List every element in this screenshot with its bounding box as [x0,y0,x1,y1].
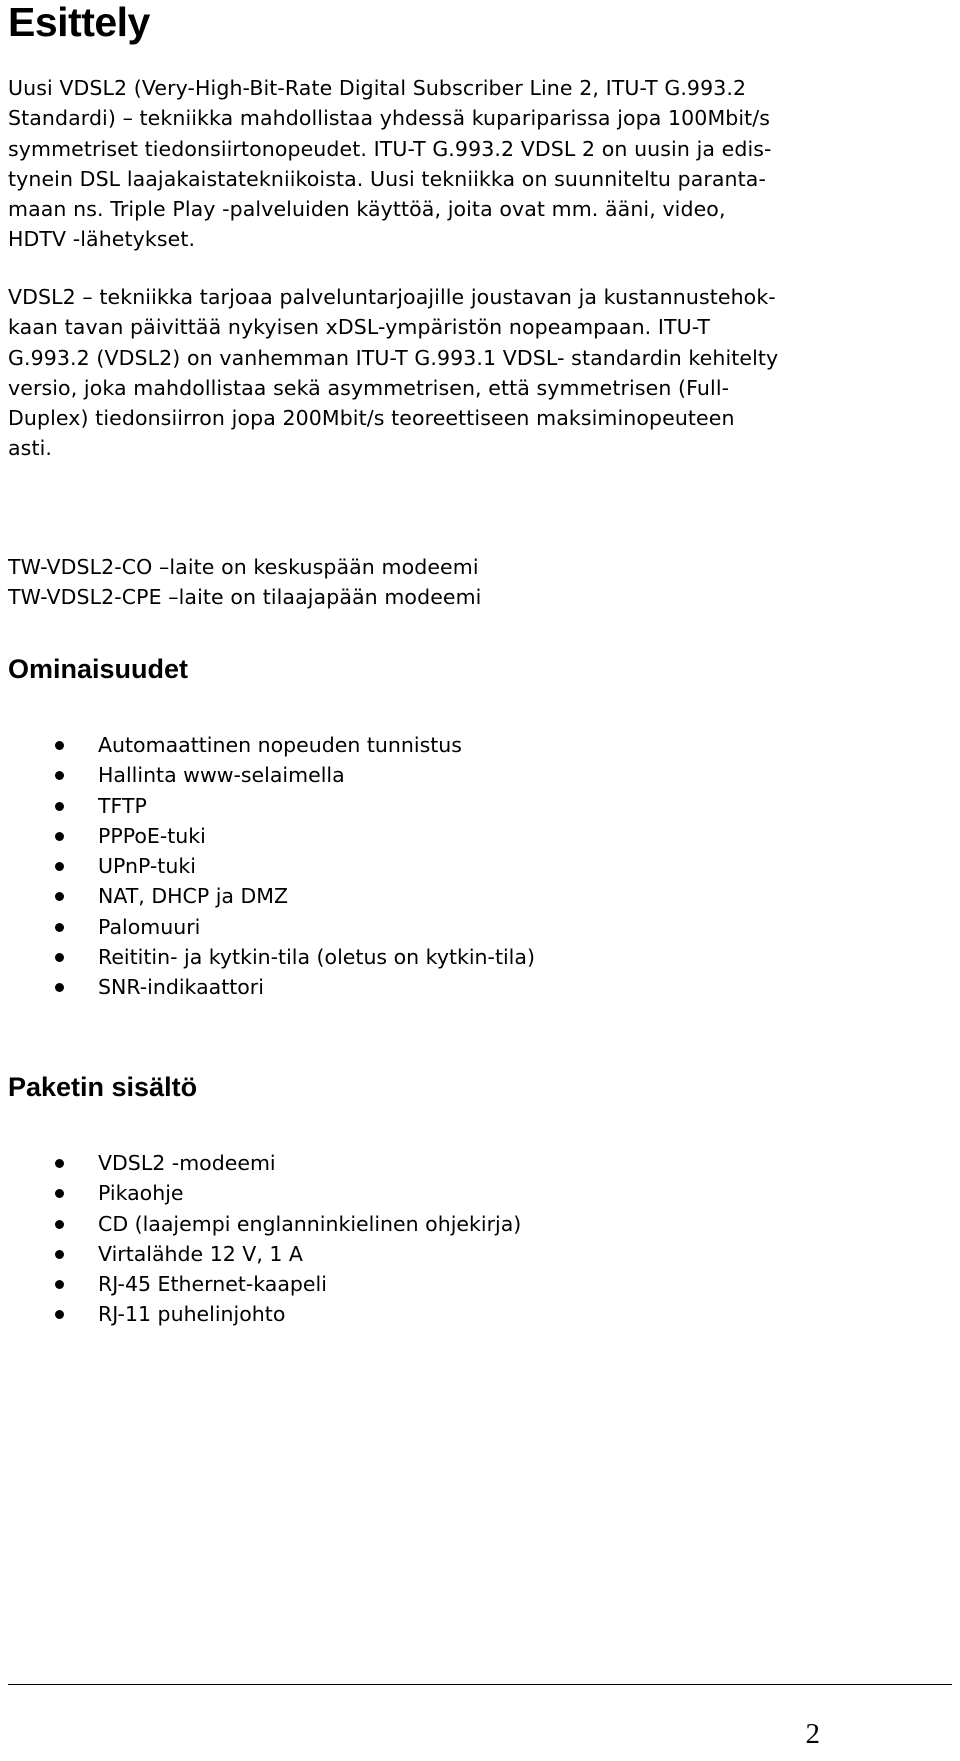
list-item-text: SNR-indikaattori [98,975,264,1000]
bullet-icon [55,892,64,901]
list-item-text: Reititin- ja kytkin-tila (oletus on kytkin-tila) [98,945,535,970]
list-item-text: NAT, DHCP ja DMZ [98,884,289,909]
paragraph-line: symmetriset tiedonsiirtonopeudet. ITU-T G.993.2 VDSL 2 on uusin ja edis- [8,136,772,161]
features-heading: Ominaisuudet [8,654,189,684]
bullet-icon [55,1280,64,1289]
list-item-text: Virtalähde 12 V, 1 A [98,1241,303,1266]
list-item-text: VDSL2 -modeemi [98,1151,276,1175]
list-item-text: RJ-11 puhelinjohto [98,1302,286,1327]
bullet-icon [55,1250,64,1259]
paragraph-line: Standardi) – tekniikka mahdollistaa yhdessä kupariparissa jopa 100Mbit/s [8,106,771,131]
bullet-icon [55,771,64,780]
package-contents-heading: Paketin sisältö [8,1072,198,1102]
bullet-icon [55,1189,64,1198]
list-item-text: CD (laajempi englanninkielinen ohjekirja) [98,1211,522,1236]
bullet-icon [55,1220,64,1229]
device-descriptions [8,552,952,613]
page-number: 2 [805,1718,820,1750]
second-paragraph [8,282,952,464]
device-line-cpe: TW-VDSL2-CPE –laite on tilaajapään modeemi [8,585,482,610]
paragraph-line: kaan tavan päivittää nykyisen xDSL-ympäristön nopeampaan. ITU-T [8,315,711,340]
list-item-text: Pikaohje [98,1181,184,1206]
paragraph-line: tynein DSL laajakaistatekniikoista. Uusi tekniikka on suunniteltu paranta- [8,166,766,191]
bullet-icon [55,862,64,871]
list-item-text: RJ-45 Ethernet-kaapeli [98,1272,327,1297]
intro-paragraph [8,73,952,255]
list-item-text: TFTP [98,793,147,818]
bullet-icon [55,832,64,841]
paragraph-line: Duplex) tiedonsiirron jopa 200Mbit/s teoreettiseen maksiminopeuteen [8,406,735,431]
bullet-icon [55,983,64,992]
paragraph-line: Uusi VDSL2 (Very-High-Bit-Rate Digital Subscriber Line 2, ITU-T G.993.2 [8,76,747,100]
bullet-icon [55,1310,64,1319]
list-item-text: Automaattinen nopeuden tunnistus [98,733,462,757]
paragraph-line: G.993.2 (VDSL2) on vanhemman ITU-T G.993.1 VDSL- standardin kehitelty [8,345,779,370]
bullet-icon [55,953,64,962]
paragraph-line: versio, joka mahdollistaa sekä asymmetrisen, että symmetrisen (Full- [8,375,730,400]
device-line-co: TW-VDSL2-CO –laite on keskuspään modeemi [8,555,479,579]
list-item-text: Palomuuri [98,914,201,939]
bullet-icon [55,1159,64,1168]
list-item-text: Hallinta www-selaimella [98,763,345,788]
footer-divider [8,1684,952,1685]
paragraph-line: HDTV -lähetykset. [8,227,196,252]
paragraph-line: asti. [8,436,52,461]
list-item-text: UPnP-tuki [98,854,196,879]
bullet-icon [55,741,64,750]
bullet-icon [55,923,64,932]
page-title: Esittely [8,0,150,45]
paragraph-line: VDSL2 – tekniikka tarjoaa palveluntarjoajille joustavan ja kustannustehok- [8,285,776,309]
bullet-icon [55,802,64,811]
list-item-text: PPPoE-tuki [98,823,206,848]
paragraph-line: maan ns. Triple Play -palveluiden käyttöä, joita ovat mm. ääni, video, [8,197,726,222]
